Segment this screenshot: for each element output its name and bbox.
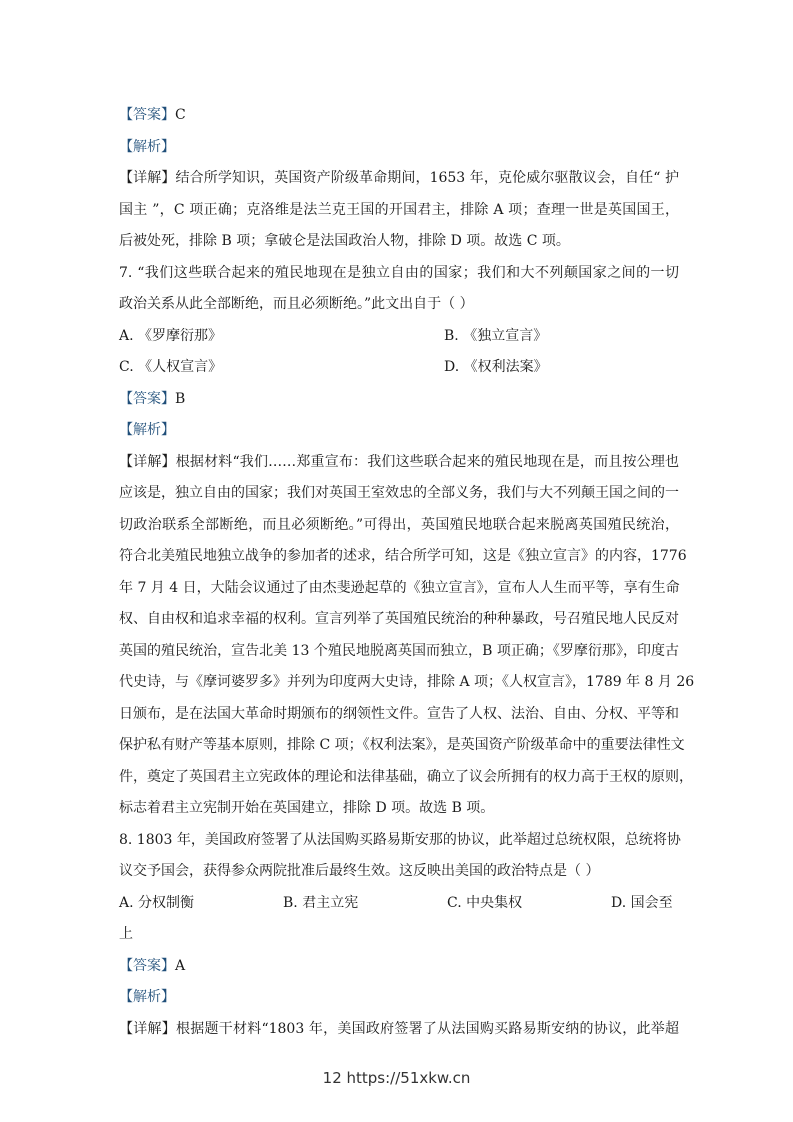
q7-detail-line-1 [119,447,679,479]
q8-detail-label: 【详解】 [119,1020,176,1037]
q7-detail-line-8: 代史诗，与《摩诃婆罗多》并列为印度两大史诗，排除 A 项；《人权宣言》，1789 年 8 月 26 [119,674,695,690]
q6-detail-line-2: 国主 ”，C 项正确；克洛维是法兰克王国的开国君主，排除 A 项；查理一世是英国国王， [119,201,679,218]
q6-analysis-label: 【解析】 [119,138,175,155]
q6-detail-label: 【详解】 [119,170,176,186]
q8-answer-label: 【答案】 [119,957,175,974]
q7-analysis-label: 【解析】 [119,422,175,438]
q8-detail-text-1: 根据题干材料“1803 年，美国政府签署了从法国购买路易斯安纳的协议，此举超 [175,1020,680,1037]
q7-detail-line-4: 符合北美殖民地独立战争的参加者的述求，结合所学可知，这是《独立宣言》的内容，1776 [119,548,687,564]
q8-option-b: B. 君主立宪 [283,894,359,911]
q8-analysis-line [119,982,679,1014]
q6-answer-value: C [175,107,186,123]
q7-detail-line-12: 标志着君主立宪制开始在英国建立，排除 D 项。故选 B 项。 [119,800,495,816]
q7-options-row-2 [119,352,679,384]
q8-answer-line [119,951,679,983]
q8-stem-line-1: 8. 1803 年，美国政府签署了从法国购买路易斯安那的协议，此举超过总统权限，总统将协 [119,831,681,848]
q7-detail-text-1: 根据材料“我们……郑重宣布：我们这些联合起来的殖民地现在是，而且按公理也 [175,453,680,470]
q7-answer-line [119,384,679,416]
q7-answer-value: B [175,390,186,407]
q7-detail-line-5: 年 7 月 4 日，大陆会议通过了由杰斐逊起草的《独立宣言》，宣布人人生而平等，享有生命 [119,579,680,596]
q7-stem-line-2: 政治关系从此全部断绝，而且必须断绝。”此文出自于（ ） [119,296,474,312]
q7-detail-line-9: 日颁布，是在法国大革命时期颁布的纲领性文件。宣告了人权、法治、自由、分权、平等和 [119,705,679,722]
q7-option-c: C. 《人权宣言》 [119,359,223,375]
q8-option-d: D. 国会至 [611,894,673,911]
q8-options-row [119,888,679,920]
q6-answer-label: 【答案】 [119,107,175,123]
q7-detail-line-3: 切政治联系全部断绝，而且必须断绝。”可得出，英国殖民地联合起来脱离英国殖民统治， [119,516,679,533]
q6-analysis-line [119,132,679,164]
page-content [119,100,695,1045]
q7-detail-line-2: 应该是，独立自由的国家；我们对英国王室效忠的全部义务，我们与大不列颠王国之间的一 [119,485,679,501]
q7-detail-line-10: 保护私有财产等基本原则，排除 C 项；《权利法案》，是英国资产阶级革命中的重要法律性文 [119,737,685,753]
q8-option-d-wrap: 上 [119,926,133,942]
q7-detail-line-7: 英国的殖民统治，宣告北美 13 个殖民地脱离英国而独立，B 项正确；《罗摩衍那》，印度古 [119,642,679,659]
q8-analysis-label: 【解析】 [119,989,175,1005]
q7-option-b: B. 《独立宣言》 [444,327,548,344]
q8-option-a: A. 分权制衡 [119,894,195,911]
q7-answer-label: 【答案】 [119,390,175,407]
q6-detail-text-1: 结合所学知识，英国资产阶级革命期间，1653 年，克伦威尔驱散议会，自任“ 护 [175,170,679,186]
q6-detail-line-3: 后被处死，排除 B 项；拿破仑是法国政治人物，排除 D 项。故选 C 项。 [119,233,570,249]
q8-detail-line-1 [119,1014,679,1046]
q7-detail-label: 【详解】 [119,453,176,470]
q7-analysis-line [119,415,679,447]
q7-detail-line-11: 件，奠定了英国君主立宪政体的理论和法律基础，确立了议会所拥有的权力高于王权的原则， [119,768,693,785]
q7-options-row-1 [119,321,679,353]
q8-answer-value: A [175,957,186,974]
q7-option-d: D. 《权利法案》 [444,359,548,375]
q7-detail-line-6: 权、自由权和追求幸福的权利。宣言列举了英国殖民统治的种种暴政，号召殖民地人民反对 [119,611,679,627]
q7-option-a: A. 《罗摩衍那》 [119,327,223,344]
q6-detail-line-1 [119,163,679,195]
q8-stem-line-2: 议交予国会，获得参众两院批准后最终生效。这反映出美国的政治特点是（ ） [119,863,600,879]
page-footer: 12 https://51xkw.cn [322,1069,471,1087]
q7-stem-line-1: 7. “我们这些联合起来的殖民地现在是独立自由的国家；我们和大不列颠国家之间的一切 [119,264,679,281]
q6-answer-line [119,100,679,132]
q8-option-c: C. 中央集权 [447,894,523,911]
